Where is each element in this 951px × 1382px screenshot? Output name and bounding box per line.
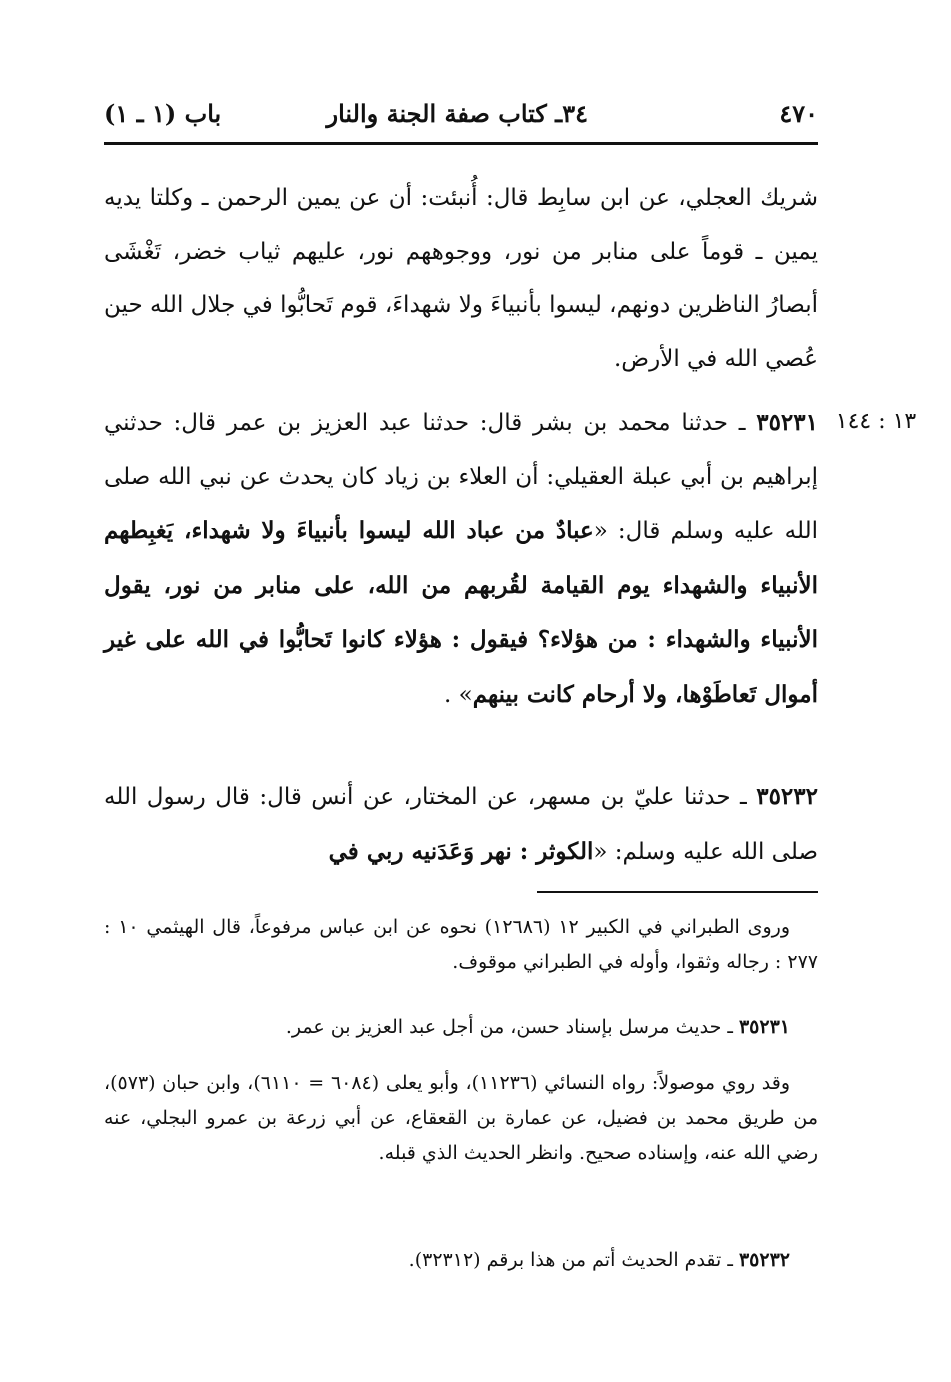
footnote-number: ٣٥٢٣٢ (738, 1249, 790, 1271)
hadith-number: ٣٥٢٣١ (756, 409, 818, 436)
header-rule (104, 142, 818, 145)
footnote-text: ـ حديث مرسل بإسناد حسن، من أجل عبد العزيز بن عمر. (285, 1016, 739, 1038)
hadith-35232 (104, 770, 818, 879)
hadith-paragraph (104, 770, 818, 879)
hadith-matn: الكوثر : نهر وَعَدَنيه ربي في (328, 837, 594, 865)
page-header (104, 94, 818, 134)
footnote-text: ـ تقدم الحديث أتم من هذا برقم (٣٢٣١٢). (408, 1249, 739, 1271)
hadith-isnad: ـ حدثنا عليّ بن مسهر، عن المختار، عن أنس قال: قال رسول الله صلى الله عليه وسلم: « (104, 784, 818, 865)
paragraph-continuation (104, 172, 818, 386)
hadith-paragraph (104, 396, 818, 722)
hadith-closing: » . (443, 681, 473, 708)
chapter-label: باب (١ ـ ١) (104, 99, 222, 128)
margin-reference: ١٣ : ١٤٤ (835, 409, 917, 434)
footnote-35232 (104, 1243, 818, 1278)
hadith-number: ٣٥٢٣٢ (756, 783, 818, 810)
hadith-isnad: ـ حدثنا محمد بن بشر قال: حدثنا عبد العزيز بن عمر قال: حدثني إبراهيم بن أبي عبلة العقيلي: أن العلاء بن زياد كان يحدث عن نبي الله صلى الله عليه وسلم قال: « (104, 410, 818, 544)
footnote-number: ٣٥٢٣١ (738, 1016, 790, 1038)
footnote-rule (537, 891, 818, 893)
footnote-1: وروى الطبراني في الكبير ١٢ (١٢٦٨٦) نحوه عن ابن عباس مرفوعاً، قال الهيثمي ١٠ : ٢٧٧ : رجاله وثقوا، وأوله في الطبراني موقوف. (104, 916, 818, 973)
footnote-3: وقد روي موصولاً: رواه النسائي (١١٢٣٦)، وأبو يعلى (٦٠٨٤ = ٦١١٠)، وابن حبان (٥٧٣)، من طريق محمد بن فضيل، عن عمارة بن القعقاع، عن أبي زرعة بن عمرو البجلي، عنه رضي الله عنه، وإسناده صحيح. وانظر الحديث الذي قبله. (104, 1072, 818, 1164)
page-number: ٤٧٠ (779, 99, 818, 128)
book-title: ٣٤ـ كتاب صفة الجنة والنار (326, 99, 588, 128)
footnote-35231 (104, 1010, 818, 1045)
hadith-matn: عبادٌ من عباد الله ليسوا بأنبياءَ ولا شهداء، يَغبِطهم الأنبياء والشهداء يوم القيامة لقُربهم من الله، على منابر من نور، يقول الأنبياء والشهداء : من هؤلاء؟ فيقول : هؤلاء كانوا تَحابُّوا في الله على غير أموال تَعاطَوْها، ولا أرحام كانت بينهم (104, 517, 818, 708)
hadith-35231 (104, 396, 818, 722)
paragraph-text: شريك العجلي، عن ابن سابِط قال: أُنبئت: أن عن يمين الرحمن ـ وكلتا يديه يمين ـ قوماً على منابر من نور، ووجوههم نور، عليهم ثياب خضر، تَغْشَى أبصارُ الناظرين دونهم، ليسوا بأنبياءَ ولا شهداءَ، قوم تَحابُّوا في جلال الله حين عُصي الله في الأرض. (104, 185, 818, 372)
